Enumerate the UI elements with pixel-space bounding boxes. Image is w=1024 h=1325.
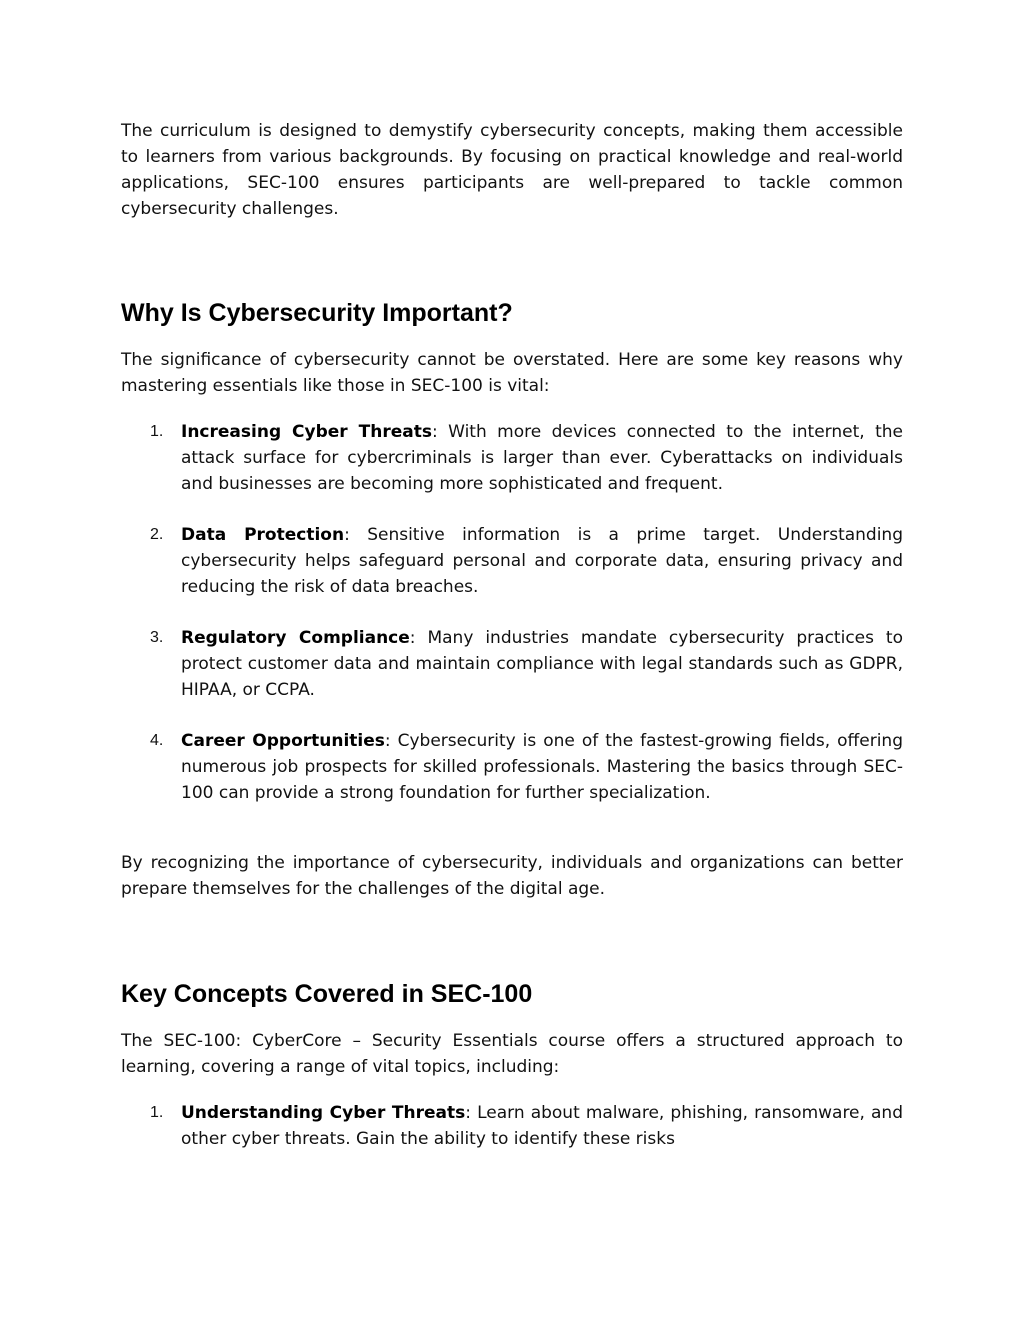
list-item — [121, 625, 903, 703]
section-heading-why-important: Why Is Cybersecurity Important? — [121, 299, 513, 327]
list-item-title: Understanding Cyber Threats — [181, 1103, 466, 1123]
list-item-title: Career Opportunities — [181, 731, 385, 751]
list-item-number: 4. — [150, 732, 164, 749]
key-intro-paragraph: The SEC-100: CyberCore – Security Essentials course offers a structured approach to learning, covering a range of vital topics, including: — [121, 1031, 903, 1077]
key-concepts-list — [121, 1100, 903, 1152]
list-item-body — [181, 728, 903, 806]
list-item-text: : Sensitive information is a prime target. Understanding cybersecurity helps safeguard personal and corporate data, ensuring privacy and reducing the risk of data breaches. — [181, 525, 904, 597]
list-item-number: 3. — [150, 629, 164, 646]
section-heading-key-concepts: Key Concepts Covered in SEC-100 — [121, 980, 533, 1008]
list-item — [121, 1100, 903, 1152]
list-item-body — [181, 522, 903, 600]
list-item-text: : Many industries mandate cybersecurity practices to protect customer data and maintain compliance with legal standards such as GDPR, HIPAA, or CCPA. — [181, 628, 903, 700]
list-item-title: Regulatory Compliance — [181, 628, 410, 648]
list-item — [121, 522, 903, 600]
list-item-title: Increasing Cyber Threats — [181, 422, 432, 442]
list-item — [121, 419, 903, 497]
list-item-body — [181, 1100, 903, 1152]
why-reasons-list — [121, 419, 903, 806]
list-item-body — [181, 419, 903, 497]
list-item-text: : Learn about malware, phishing, ransomware, and other cyber threats. Gain the ability to identify these risks — [181, 1103, 903, 1149]
list-item-number: 1. — [150, 423, 164, 440]
list-item-text: : With more devices connected to the internet, the attack surface for cybercriminals is larger than ever. Cyberattacks on individuals and businesses are becoming more sophisticated and frequent. — [181, 422, 903, 494]
list-item-number: 1. — [150, 1104, 164, 1121]
list-item-text: : Cybersecurity is one of the fastest-growing fields, offering numerous job prospects for skilled professionals. Mastering the basics through SEC-100 can provide a strong foundation for further specialization. — [181, 731, 903, 803]
list-item — [121, 728, 903, 806]
why-outro-paragraph: By recognizing the importance of cybersecurity, individuals and organizations can better prepare themselves for the challenges of the digital age. — [121, 853, 903, 899]
why-intro-paragraph: The significance of cybersecurity cannot be overstated. Here are some key reasons why mastering essentials like those in SEC-100 is vital: — [121, 350, 903, 396]
list-item-body — [181, 625, 903, 703]
list-item-number: 2. — [150, 526, 164, 543]
document-page — [121, 118, 903, 1152]
intro-paragraph: The curriculum is designed to demystify cybersecurity concepts, making them accessible to learners from various backgrounds. By focusing on practical knowledge and real-world applications, SEC-100 ensures participants are well-prepared to tackle common cybersecurity challenges. — [121, 121, 903, 219]
list-item-title: Data Protection — [181, 525, 345, 545]
